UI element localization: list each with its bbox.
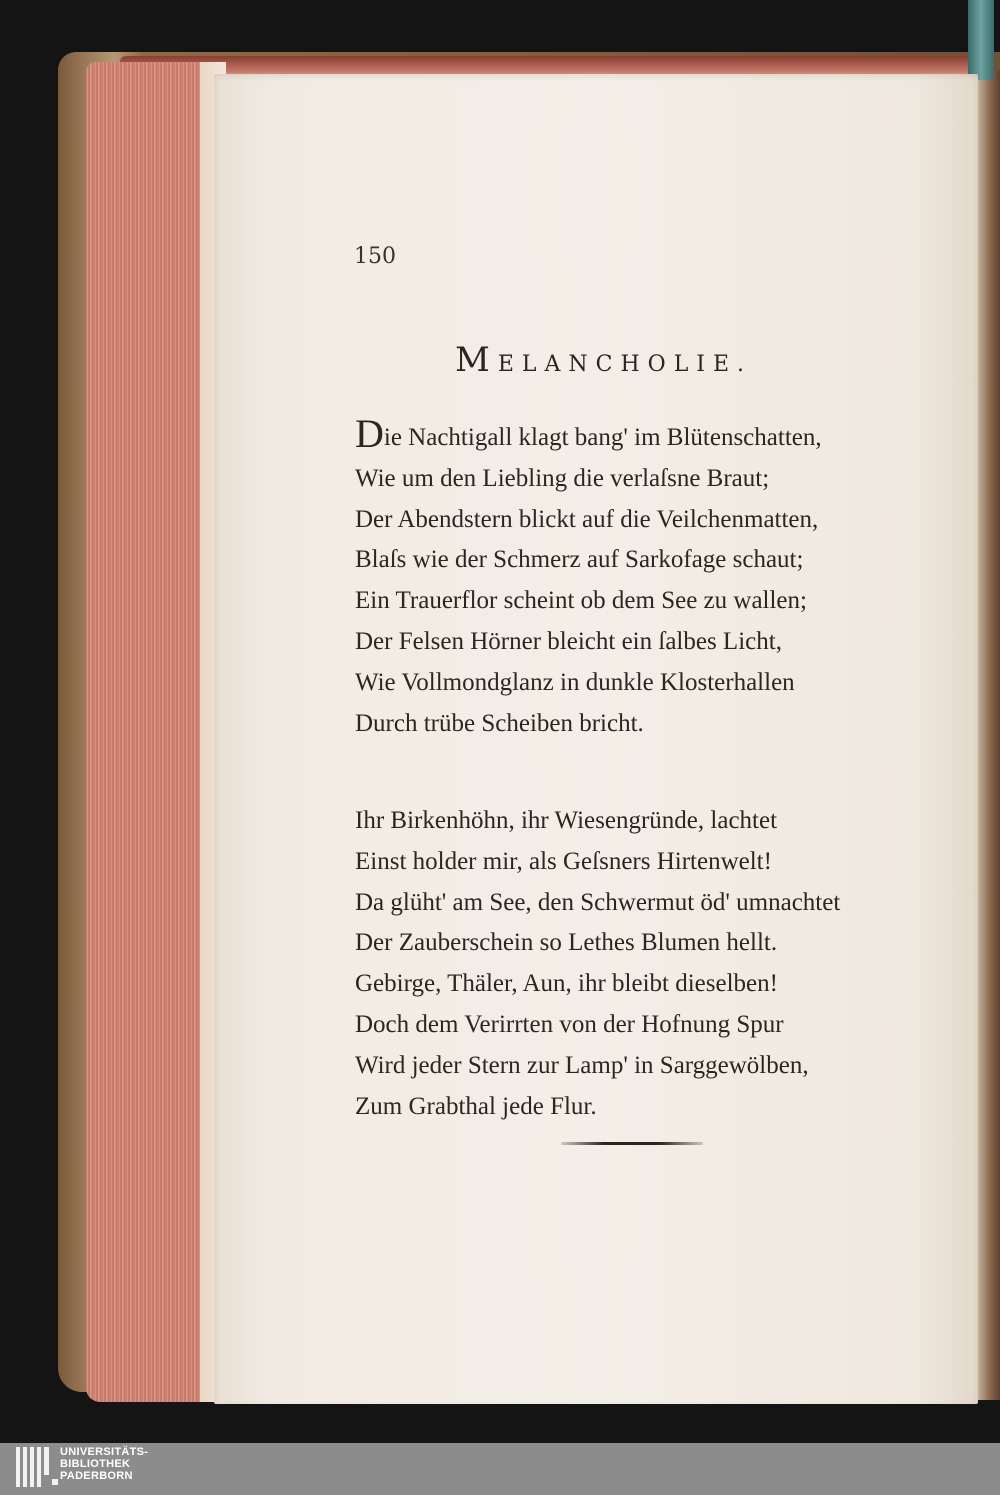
library-footer <box>0 1443 1000 1495</box>
page-number: 150 <box>354 244 396 269</box>
end-rule <box>561 1142 703 1145</box>
poem-line: Der Zauberschein so Lethes Blumen hellt. <box>355 929 778 957</box>
poem-line: Da glüht' am See, den Schwermut öd' umnachtet <box>355 888 841 916</box>
stanza-2 <box>355 801 935 1127</box>
poem-line: Wie um den Liebling die verlaſsne Braut; <box>355 464 770 492</box>
poem-line-1: Die Nachtigall klagt bang' im Blütenschatten, <box>355 411 822 456</box>
poem-line: Doch dem Verirrten von der Hofnung Spur <box>355 1010 784 1038</box>
poem-line: Wie Vollmondglanz in dunkle Klosterhallen <box>355 668 795 696</box>
poem-line: Einst holder mir, als Geſsners Hirtenwelt! <box>355 847 772 875</box>
poem-title: MELANCHOLIE. <box>455 340 753 380</box>
poem-line: Blaſs wie der Schmerz auf Sarkofage schaut; <box>355 546 804 574</box>
drop-cap: D <box>355 411 384 456</box>
library-name-line: UNIVERSITÄTS- <box>60 1446 149 1458</box>
library-name-line: BIBLIOTHEK <box>60 1458 131 1470</box>
library-name-line: PADERBORN <box>60 1470 133 1482</box>
poem-line: Zum Grabthal jede Flur. <box>355 1092 597 1120</box>
poem-line: Durch trübe Scheiben bricht. <box>355 709 644 737</box>
poem-line: Gebirge, Thäler, Aun, ihr bleibt dieselben! <box>355 970 778 998</box>
poem-line: Der Abendstern blickt auf die Veilchenmatten, <box>355 505 819 533</box>
ribbon-bookmark <box>968 0 994 80</box>
poem-line: Ein Trauerflor scheint ob dem See zu wallen; <box>355 587 807 615</box>
poem-line: Der Felsen Hörner bleicht ein ſalbes Licht, <box>355 627 782 655</box>
stanza-1 <box>355 411 935 744</box>
page-edges <box>86 62 226 1402</box>
poem-line: Wird jeder Stern zur Lamp' in Sarggewölben, <box>355 1051 809 1079</box>
library-logo-icon <box>16 1447 58 1487</box>
poem-line: Ihr Birkenhöhn, ihr Wiesengründe, lachtet <box>355 807 778 834</box>
library-name <box>60 1446 148 1482</box>
